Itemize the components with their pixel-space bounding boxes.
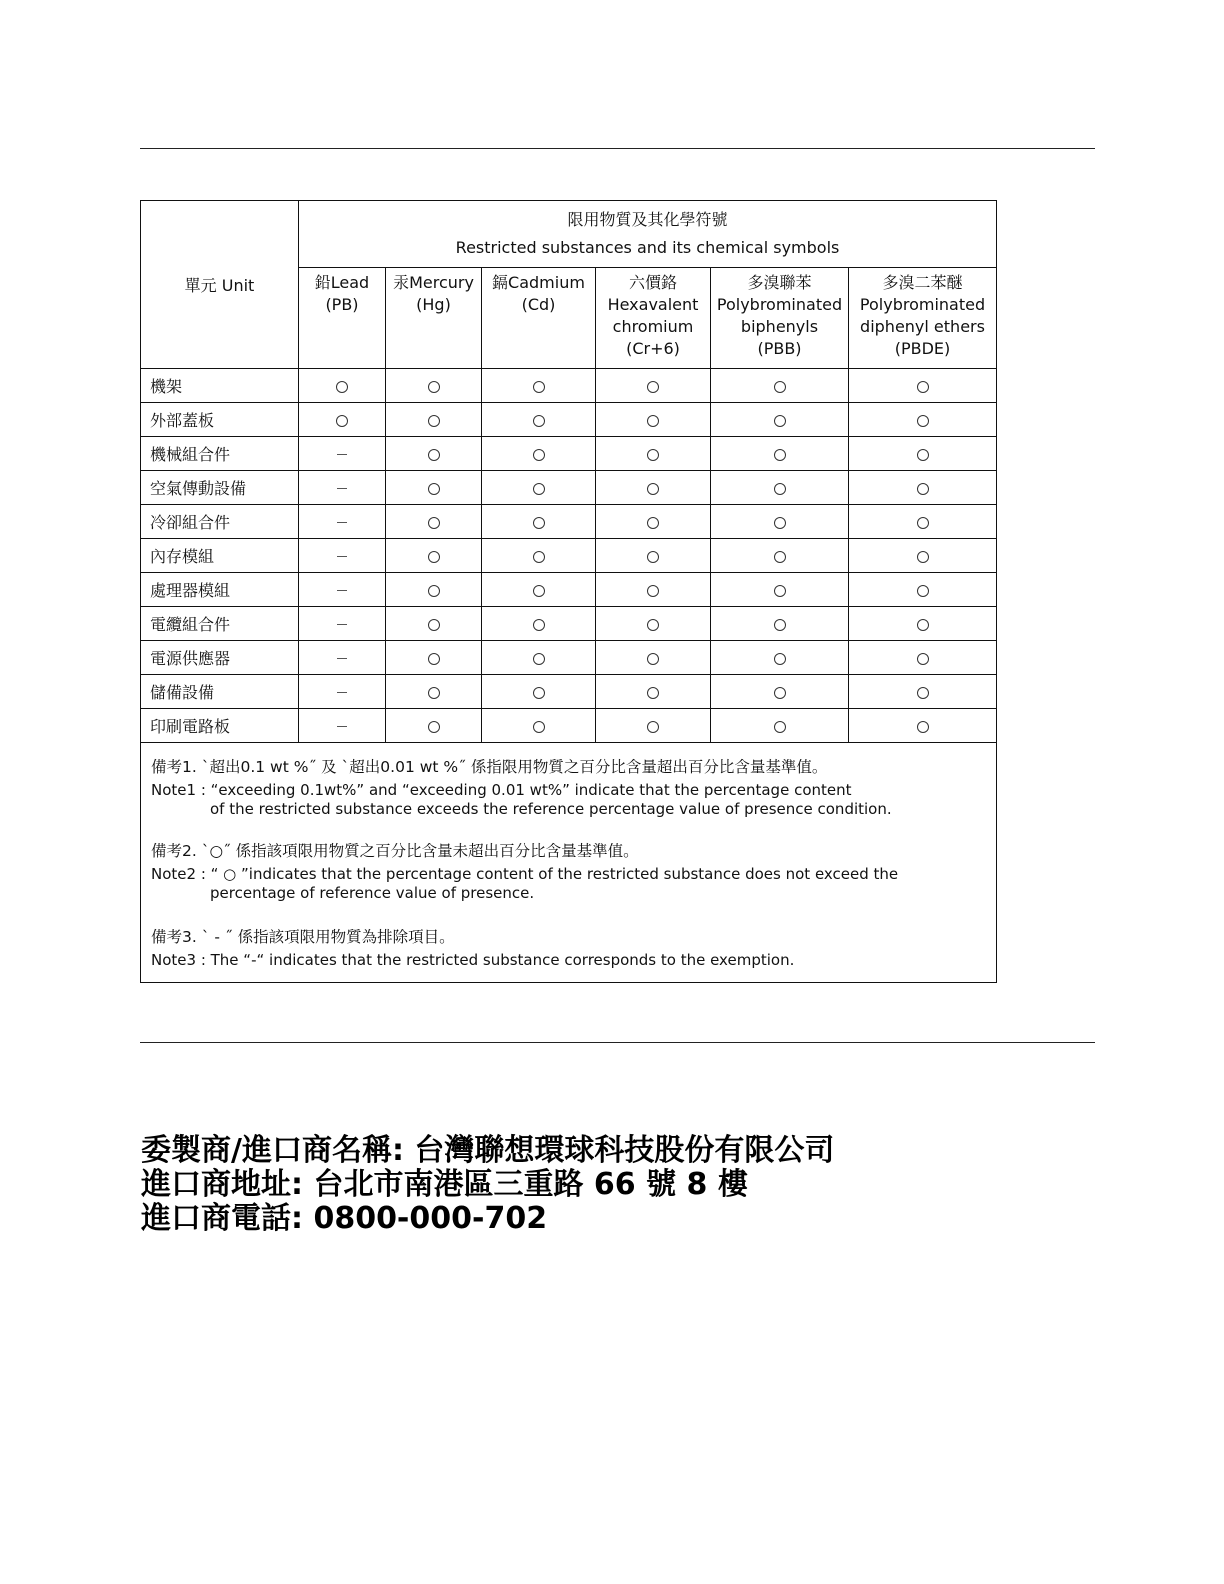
- table-row: [141, 675, 997, 709]
- circle-icon: [774, 687, 786, 699]
- dash-icon: [337, 488, 347, 489]
- circle-icon: [533, 517, 545, 529]
- circle-icon: [428, 721, 440, 733]
- compliant-circle-mark: [596, 675, 711, 709]
- compliant-circle-mark: [849, 505, 997, 539]
- restricted-header-en: Restricted substances and its chemical symbols: [455, 238, 840, 257]
- compliant-circle-mark: [596, 539, 711, 573]
- compliant-circle-mark: [849, 369, 997, 403]
- table-row: [141, 641, 997, 675]
- compliant-circle-mark: [596, 369, 711, 403]
- substance-header: [386, 268, 482, 369]
- compliant-circle-mark: [849, 573, 997, 607]
- substance-header-line4: (PBDE): [894, 339, 951, 358]
- circle-icon: [336, 381, 348, 393]
- table-row: [141, 709, 997, 743]
- circle-icon: [647, 449, 659, 461]
- unit-name: 電源供應器: [141, 641, 299, 675]
- compliant-circle-mark: [482, 471, 596, 505]
- compliant-circle-mark: [482, 607, 596, 641]
- circle-icon: [533, 381, 545, 393]
- exemption-dash-mark: [299, 539, 386, 573]
- circle-icon: [917, 721, 929, 733]
- unit-name: 內存模組: [141, 539, 299, 573]
- compliant-circle-mark: [386, 505, 482, 539]
- compliant-circle-mark: [711, 403, 849, 437]
- unit-name: 處理器模組: [141, 573, 299, 607]
- unit-name: 電纜組合件: [141, 607, 299, 641]
- unit-name: 空氣傳動設備: [141, 471, 299, 505]
- note-spacer: [151, 903, 986, 927]
- compliant-circle-mark: [849, 607, 997, 641]
- circle-icon: [533, 619, 545, 631]
- circle-icon: [774, 517, 786, 529]
- compliant-circle-mark: [482, 641, 596, 675]
- compliant-circle-mark: [596, 573, 711, 607]
- note-note2-en: Note2 : “ ○ ”indicates that the percentage content of the restricted substance does not exceed the: [151, 865, 899, 883]
- compliant-circle-mark: [386, 709, 482, 743]
- circle-icon: [917, 449, 929, 461]
- circle-icon: [647, 551, 659, 563]
- table-row: [141, 471, 997, 505]
- importer-address: 進口商地址: 台北市南港區三重路 66 號 8 樓: [141, 1167, 748, 1202]
- unit-name: 外部蓋板: [141, 403, 299, 437]
- unit-name: 冷卻組合件: [141, 505, 299, 539]
- compliant-circle-mark: [849, 471, 997, 505]
- circle-icon: [774, 653, 786, 665]
- compliant-circle-mark: [596, 641, 711, 675]
- circle-icon: [533, 687, 545, 699]
- substance-header-line3: diphenyl ethers: [860, 317, 985, 336]
- circle-icon: [533, 653, 545, 665]
- compliant-circle-mark: [849, 709, 997, 743]
- table-row: [141, 573, 997, 607]
- circle-icon: [647, 415, 659, 427]
- compliant-circle-mark: [386, 641, 482, 675]
- unit-header: 單元 Unit: [141, 201, 299, 369]
- notes-row: [141, 743, 997, 983]
- compliant-circle-mark: [482, 437, 596, 471]
- substance-header: [299, 268, 386, 369]
- table-row: [141, 607, 997, 641]
- circle-icon: [647, 517, 659, 529]
- circle-icon: [533, 721, 545, 733]
- compliant-circle-mark: [386, 573, 482, 607]
- compliant-circle-mark: [482, 403, 596, 437]
- note-note1-en: Note1 : “exceeding 0.1wt%” and “exceeding 0.01 wt%” indicate that the percentage content: [151, 781, 852, 799]
- circle-icon: [647, 483, 659, 495]
- exemption-dash-mark: [299, 471, 386, 505]
- circle-icon: [917, 415, 929, 427]
- circle-icon: [428, 585, 440, 597]
- substance-header-line4: (PBB): [757, 339, 802, 358]
- circle-icon: [774, 721, 786, 733]
- unit-name: 儲備設備: [141, 675, 299, 709]
- substance-header-line2: (PB): [325, 295, 359, 314]
- dash-icon: [337, 454, 347, 455]
- compliant-circle-mark: [596, 709, 711, 743]
- circle-icon: [774, 551, 786, 563]
- circle-icon: [428, 449, 440, 461]
- compliant-circle-mark: [386, 539, 482, 573]
- dash-icon: [337, 556, 347, 557]
- circle-icon: [428, 381, 440, 393]
- compliant-circle-mark: [711, 505, 849, 539]
- circle-icon: [917, 483, 929, 495]
- substance-header-line1: 鎘Cadmium: [492, 273, 585, 292]
- compliant-circle-mark: [596, 471, 711, 505]
- substance-header-line3: chromium: [612, 317, 694, 336]
- substance-header-line2: (Cd): [521, 295, 556, 314]
- table-row: [141, 369, 997, 403]
- circle-icon: [428, 517, 440, 529]
- unit-name: 機械組合件: [141, 437, 299, 471]
- dash-icon: [337, 624, 347, 625]
- circle-icon: [917, 551, 929, 563]
- exemption-dash-mark: [299, 709, 386, 743]
- top-divider: [140, 148, 1095, 149]
- compliant-circle-mark: [849, 437, 997, 471]
- table-row: [141, 437, 997, 471]
- exemption-dash-mark: [299, 607, 386, 641]
- compliant-circle-mark: [482, 369, 596, 403]
- compliant-circle-mark: [482, 675, 596, 709]
- note-note1-en-cont: of the restricted substance exceeds the reference percentage value of presence condition.: [210, 800, 892, 818]
- compliant-circle-mark: [711, 675, 849, 709]
- compliant-circle-mark: [386, 607, 482, 641]
- substance-header: [711, 268, 849, 369]
- substance-header-line1: 六價鉻: [628, 273, 677, 292]
- compliant-circle-mark: [711, 437, 849, 471]
- circle-icon: [428, 687, 440, 699]
- compliant-circle-mark: [711, 607, 849, 641]
- circle-icon: [647, 619, 659, 631]
- circle-icon: [774, 449, 786, 461]
- restricted-header-zh: 限用物質及其化學符號: [567, 210, 728, 229]
- note-note3-en: Note3 : The “-“ indicates that the restricted substance corresponds to the exemption.: [151, 951, 795, 969]
- exemption-dash-mark: [299, 573, 386, 607]
- compliant-circle-mark: [386, 675, 482, 709]
- circle-icon: [428, 415, 440, 427]
- compliant-circle-mark: [386, 437, 482, 471]
- exemption-dash-mark: [299, 437, 386, 471]
- circle-icon: [533, 585, 545, 597]
- circle-icon: [917, 687, 929, 699]
- compliant-circle-mark: [596, 403, 711, 437]
- substance-header-line2: Polybrominated: [859, 295, 986, 314]
- compliant-circle-mark: [482, 539, 596, 573]
- substance-header-line2: Hexavalent: [607, 295, 699, 314]
- substance-header: [849, 268, 997, 369]
- table-row: [141, 505, 997, 539]
- circle-icon: [533, 449, 545, 461]
- note-note2-zh: 備考2. ˋ○˝ 係指該項限用物質之百分比含量未超出百分比含量基準值。: [151, 842, 639, 860]
- compliant-circle-mark: [711, 369, 849, 403]
- substance-header-line2: (Hg): [416, 295, 451, 314]
- restricted-header: [299, 201, 997, 268]
- compliant-circle-mark: [482, 709, 596, 743]
- substance-header-line2: Polybrominated: [716, 295, 843, 314]
- circle-icon: [647, 687, 659, 699]
- substance-header: [596, 268, 711, 369]
- table-row: [141, 403, 997, 437]
- circle-icon: [774, 483, 786, 495]
- circle-icon: [533, 551, 545, 563]
- circle-icon: [647, 653, 659, 665]
- circle-icon: [774, 381, 786, 393]
- unit-name: 機架: [141, 369, 299, 403]
- circle-icon: [917, 381, 929, 393]
- note-note1-zh: 備考1. ˋ超出0.1 wt %˝ 及 ˋ超出0.01 wt %˝ 係指限用物質之百分比含量超出百分比含量基準值。: [151, 758, 828, 776]
- dash-icon: [337, 726, 347, 727]
- header-row-1: [141, 201, 997, 268]
- notes-cell: [141, 743, 997, 983]
- circle-icon: [336, 415, 348, 427]
- rohs-table: [140, 200, 997, 983]
- compliant-circle-mark: [596, 437, 711, 471]
- circle-icon: [647, 721, 659, 733]
- circle-icon: [647, 381, 659, 393]
- circle-icon: [428, 483, 440, 495]
- circle-icon: [428, 619, 440, 631]
- table-row: [141, 539, 997, 573]
- unit-name: 印刷電路板: [141, 709, 299, 743]
- dash-icon: [337, 658, 347, 659]
- dash-icon: [337, 522, 347, 523]
- note-note2-en-cont: percentage of reference value of presence.: [210, 884, 535, 902]
- circle-icon: [428, 653, 440, 665]
- note-spacer: [151, 819, 986, 841]
- substance-header-line1: 多溴聯苯: [747, 273, 812, 292]
- circle-icon: [917, 517, 929, 529]
- circle-icon: [917, 585, 929, 597]
- circle-icon: [533, 483, 545, 495]
- compliant-circle-mark: [849, 403, 997, 437]
- circle-icon: [917, 619, 929, 631]
- compliant-circle-mark: [386, 369, 482, 403]
- compliant-circle-mark: [711, 573, 849, 607]
- circle-icon: [774, 415, 786, 427]
- compliant-circle-mark: [711, 641, 849, 675]
- importer-info: [141, 1134, 834, 1236]
- compliant-circle-mark: [849, 641, 997, 675]
- circle-icon: [774, 585, 786, 597]
- compliant-circle-mark: [596, 607, 711, 641]
- note-note3-zh: 備考3. ˋ - ˝ 係指該項限用物質為排除項目。: [151, 928, 455, 946]
- substance-header: [482, 268, 596, 369]
- substance-header-line4: (Cr+6): [626, 339, 680, 358]
- exemption-dash-mark: [299, 641, 386, 675]
- importer-name: 委製商/進口商名稱: 台灣聯想環球科技股份有限公司: [141, 1133, 835, 1168]
- compliant-circle-mark: [482, 505, 596, 539]
- circle-icon: [428, 551, 440, 563]
- compliant-circle-mark: [299, 369, 386, 403]
- compliant-circle-mark: [299, 403, 386, 437]
- exemption-dash-mark: [299, 505, 386, 539]
- substance-header-line1: 多溴二苯醚: [882, 273, 963, 292]
- substance-header-line3: biphenyls: [740, 317, 819, 336]
- compliant-circle-mark: [386, 403, 482, 437]
- circle-icon: [917, 653, 929, 665]
- dash-icon: [337, 590, 347, 591]
- compliant-circle-mark: [386, 471, 482, 505]
- circle-icon: [774, 619, 786, 631]
- bottom-divider: [140, 1042, 1095, 1043]
- compliant-circle-mark: [711, 709, 849, 743]
- compliant-circle-mark: [596, 505, 711, 539]
- compliant-circle-mark: [711, 539, 849, 573]
- substance-header-line1: 汞Mercury: [393, 273, 474, 292]
- circle-icon: [647, 585, 659, 597]
- compliant-circle-mark: [711, 471, 849, 505]
- compliant-circle-mark: [482, 573, 596, 607]
- dash-icon: [337, 692, 347, 693]
- compliant-circle-mark: [849, 539, 997, 573]
- importer-phone: 進口商電話: 0800-000-702: [141, 1201, 548, 1236]
- circle-icon: [533, 415, 545, 427]
- exemption-dash-mark: [299, 675, 386, 709]
- compliant-circle-mark: [849, 675, 997, 709]
- substance-header-line1: 鉛Lead: [314, 273, 370, 292]
